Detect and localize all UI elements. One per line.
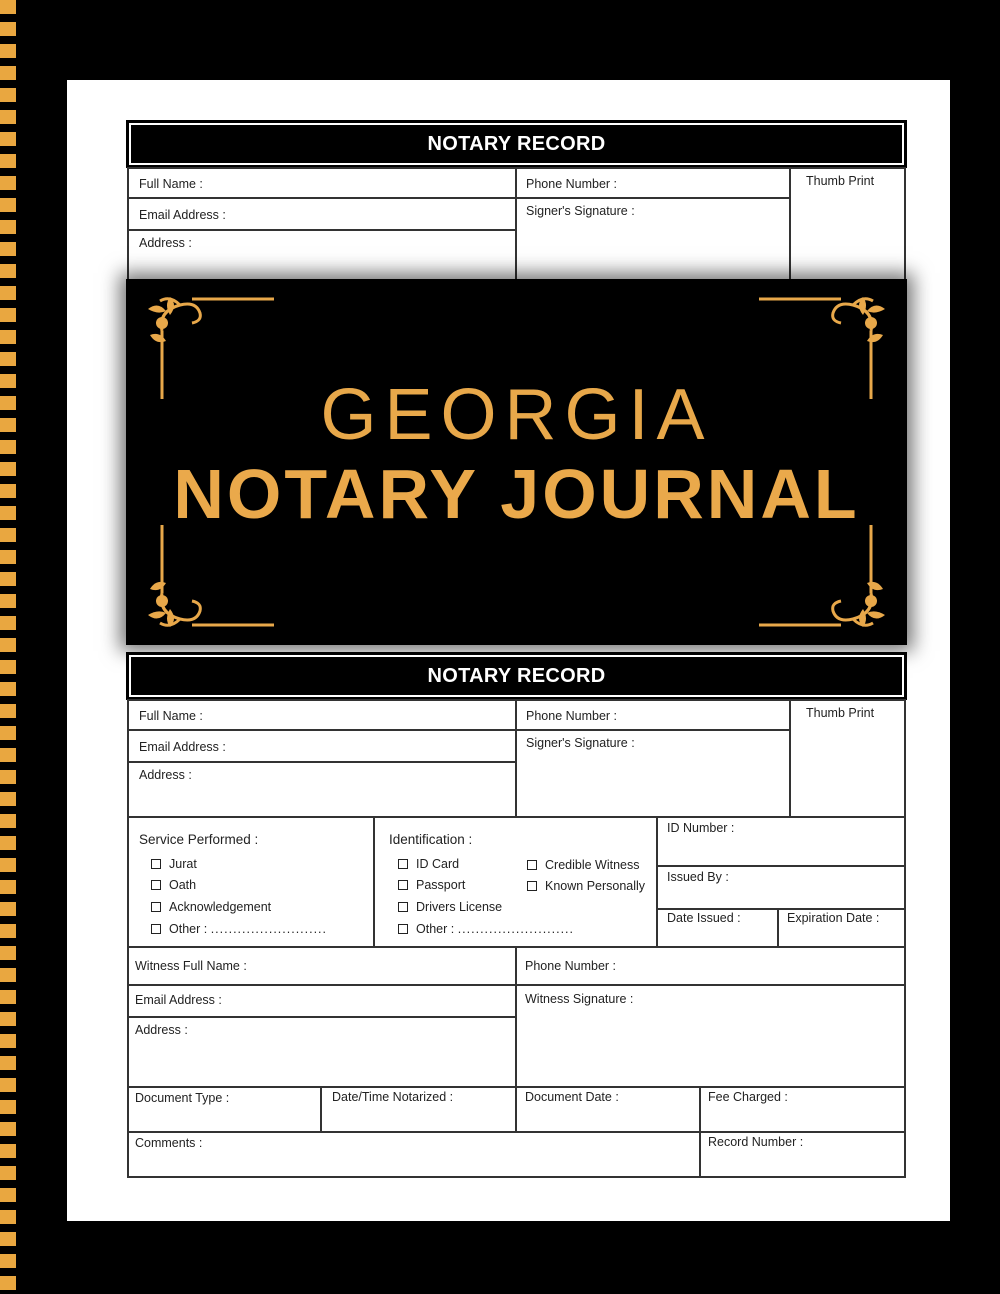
cover-title-line2: NOTARY JOURNAL	[173, 455, 860, 533]
address-label: Address :	[139, 768, 192, 782]
checkbox-credible-witness[interactable]: Credible Witness	[527, 858, 639, 872]
document-type-label: Document Type :	[135, 1091, 230, 1105]
top-signers-signature-label: Signer's Signature :	[526, 204, 635, 218]
date-issued-label: Date Issued :	[667, 911, 741, 925]
thumb-print-label: Thumb Print	[806, 706, 875, 720]
checkbox-square-icon	[527, 881, 537, 891]
cover-title-line1: GEORGIA	[320, 375, 713, 455]
issued-by-label: Issued By :	[667, 870, 729, 884]
witness-full-name-label: Witness Full Name :	[135, 959, 247, 973]
top-full-name-label: Full Name :	[139, 177, 203, 191]
expiration-date-label: Expiration Date :	[787, 911, 880, 925]
ornament-bottom-left-icon	[140, 523, 280, 633]
witness-phone-number-label: Phone Number :	[525, 959, 617, 973]
checkbox-id-card[interactable]: ID Card	[398, 857, 459, 871]
title-banner	[126, 279, 907, 645]
phone-number-label: Phone Number :	[526, 709, 618, 723]
service-performed-label: Service Performed :	[139, 832, 259, 847]
signers-signature-label: Signer's Signature :	[526, 736, 635, 750]
witness-signature-label: Witness Signature :	[525, 992, 634, 1006]
checkbox-square-icon	[151, 902, 161, 912]
checkbox-acknowledgement[interactable]: Acknowledgement	[151, 900, 271, 914]
top-email-address-label: Email Address :	[139, 208, 226, 222]
email-address-label: Email Address :	[139, 740, 226, 754]
identification-label: Identification :	[389, 832, 473, 847]
record-header: NOTARY RECORD	[127, 653, 906, 699]
checkbox-service-other[interactable]: Other : ..........................	[151, 922, 327, 936]
checkbox-square-icon	[151, 859, 161, 869]
checkbox-identification-other[interactable]: Other : ..........................	[398, 922, 574, 936]
checkbox-passport[interactable]: Passport	[398, 878, 465, 892]
top-address-label: Address :	[139, 236, 192, 250]
top-thumb-print-label: Thumb Print	[806, 174, 875, 188]
checkbox-drivers-license[interactable]: Drivers License	[398, 900, 502, 914]
checkbox-square-icon	[398, 880, 408, 890]
comments-label: Comments :	[135, 1136, 203, 1150]
checkbox-square-icon	[398, 859, 408, 869]
checkbox-square-icon	[398, 902, 408, 912]
checkbox-square-icon	[527, 860, 537, 870]
spiral-binding	[0, 0, 16, 1294]
witness-email-address-label: Email Address :	[135, 993, 222, 1007]
record-top-header: NOTARY RECORD	[127, 121, 906, 167]
checkbox-square-icon	[398, 924, 408, 934]
checkbox-oath[interactable]: Oath	[151, 878, 196, 892]
record-number-label: Record Number :	[708, 1135, 804, 1149]
checkbox-square-icon	[151, 924, 161, 934]
checkbox-square-icon	[151, 880, 161, 890]
checkbox-jurat[interactable]: Jurat	[151, 857, 197, 871]
fee-charged-label: Fee Charged :	[708, 1090, 788, 1104]
witness-address-label: Address :	[135, 1023, 188, 1037]
spine-edge	[16, 0, 18, 1294]
top-phone-number-label: Phone Number :	[526, 177, 618, 191]
id-number-label: ID Number :	[667, 821, 735, 835]
ornament-bottom-right-icon	[753, 523, 893, 633]
document-date-label: Document Date :	[525, 1090, 619, 1104]
checkbox-known-personally[interactable]: Known Personally	[527, 879, 645, 893]
date-time-notarized-label: Date/Time Notarized :	[332, 1090, 454, 1104]
full-name-label: Full Name :	[139, 709, 203, 723]
